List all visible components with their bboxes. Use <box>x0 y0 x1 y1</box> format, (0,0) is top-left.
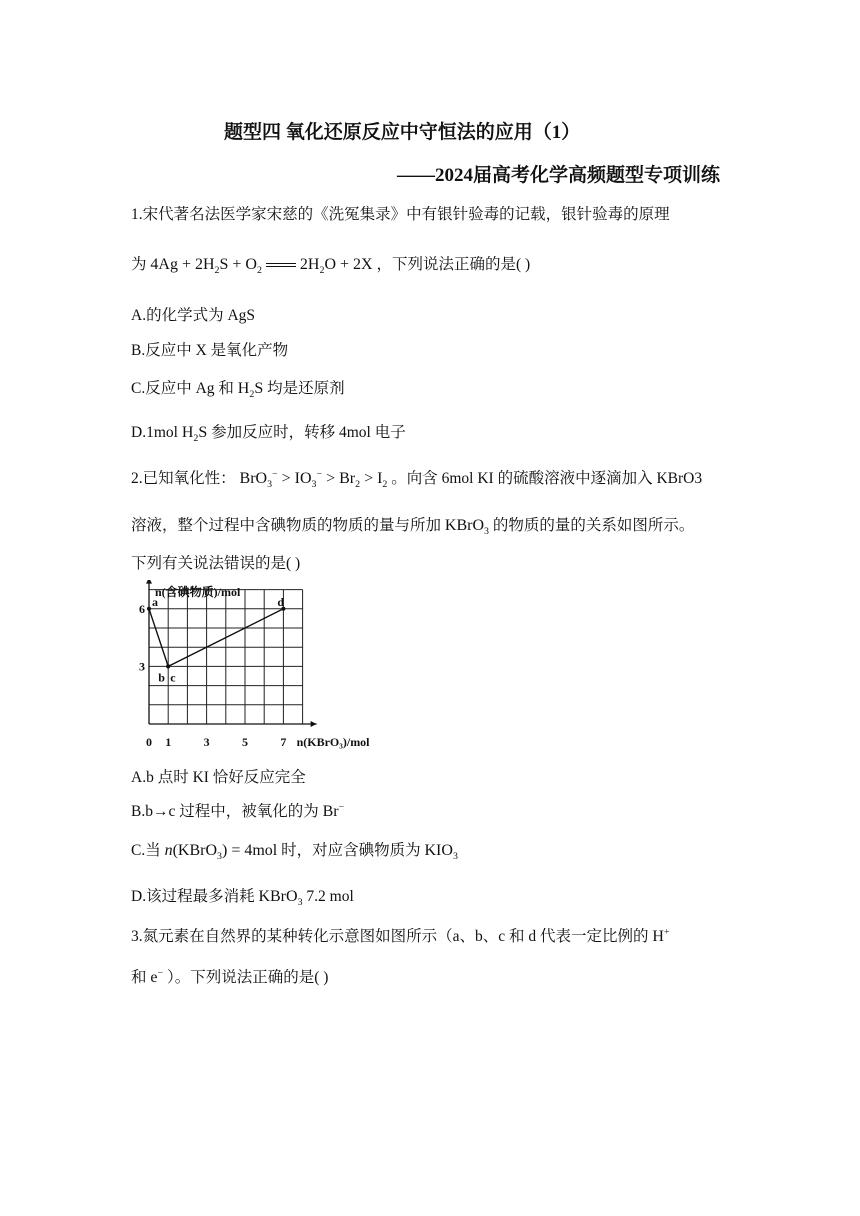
kbro3-amount: n(KBrO$_3$) = 4mol <box>164 842 278 863</box>
q2-line1 <box>131 466 702 490</box>
page-subtitle: ——2024届高考化学高频题型专项训练 <box>397 165 721 186</box>
q2-option-d-prefix: D.该过程最多消耗 <box>131 888 255 905</box>
point-label-b: b <box>158 670 165 685</box>
y-axis-arrow <box>146 580 152 584</box>
formula-kbro3: KBrO$_3$ <box>258 888 303 909</box>
formula-h-plus: H+ <box>652 926 670 945</box>
q2-line1-suffix: 。向含 6mol KI 的硫酸溶液中逐滴加入 KBrO3 <box>391 470 703 487</box>
q1-line1: 1.宋代著名法医学家宋慈的《洗冤集录》中有银针验毒的记载，银针验毒的原理 <box>131 206 670 223</box>
q1-option-c <box>131 376 345 400</box>
q1-option-d-prefix: D.1mol <box>131 424 178 441</box>
q3-line1 <box>131 924 670 946</box>
q2-line2 <box>131 513 694 537</box>
q2-option-d-suffix: 7.2 mol <box>306 888 354 905</box>
q1-line2 <box>131 252 530 276</box>
q1-line2-prefix: 为 <box>131 256 147 273</box>
q1-option-d-suffix: 参加反应时，转移 4mol 电子 <box>211 424 406 441</box>
q1-line2-suffix: ，下列说法正确的是( ) <box>376 256 531 273</box>
q2-line2-suffix: 的物质的量的关系如图所示。 <box>492 517 695 534</box>
q2-option-c-mid: 时，对应含碘物质为 <box>281 842 421 859</box>
q3-line2-prefix: 和 <box>131 969 147 986</box>
q1-option-c-suffix: 均是还原剂 <box>267 380 345 397</box>
graph-grid <box>149 590 303 724</box>
y-axis-label: n(含碘物质)/mol <box>155 585 241 599</box>
q1-option-b: B.反应中 X 是氧化产物 <box>131 342 289 359</box>
q2-option-d <box>131 884 354 908</box>
q1-option-a: A.的化学式为 AgS <box>131 307 256 324</box>
formula-h2s: $H_2S$ <box>237 380 264 401</box>
x-axis-label: n(KBrO₃)/mol <box>296 735 370 749</box>
x-tick-label: 1 <box>165 735 172 749</box>
q1-option-d <box>131 420 406 444</box>
formula-electron: e− <box>150 967 164 986</box>
x-tick-label: 7 <box>280 735 287 749</box>
iodine-graph <box>138 580 378 752</box>
q2-option-c <box>131 838 458 862</box>
point-a <box>147 607 151 611</box>
x-tick-label: 5 <box>242 735 248 749</box>
q2-option-b <box>131 799 344 821</box>
formula-kbro3: KBrO$_3$ <box>444 517 489 538</box>
y-tick-label: 6 <box>139 601 145 616</box>
q2-line3: 下列有关说法错误的是( ) <box>131 555 301 572</box>
y-tick-label: 3 <box>139 659 145 674</box>
oxidizing-order: $BrO_3^- > IO_3^- > Br_2 > I_2$ <box>239 468 388 491</box>
point-label-d: d <box>277 594 285 609</box>
formula-kio3: $KIO_3$ <box>424 842 458 863</box>
q1-option-c-prefix: C.反应中 Ag 和 <box>131 380 234 397</box>
point-label-c: c <box>170 670 176 685</box>
point-c <box>166 664 170 668</box>
q2-option-a: A.b 点时 KI 恰好反应完全 <box>131 769 306 786</box>
q3-line2 <box>131 965 328 987</box>
q3-line2-suffix: ）。下列说法正确的是( ) <box>166 969 329 986</box>
series-line <box>149 609 283 667</box>
x-tick-label: 0 <box>146 735 152 749</box>
q2-option-b-prefix: B.b→c 过程中，被氧化的为 <box>131 803 319 820</box>
x-axis-arrow <box>311 721 317 727</box>
q2-option-c-prefix: C.当 <box>131 842 161 859</box>
formula-h2s: $H_2S$ <box>181 424 208 445</box>
q3-line1-prefix: 3.氮元素在自然界的某种转化示意图如图所示（a、b、c 和 d 代表一定比例的 <box>131 928 649 945</box>
q1-equation: $4Ag + 2H_2S + O_2$ $2H_2O + 2X$ <box>150 256 373 277</box>
page-title: 题型四 氧化还原反应中守恒法的应用（1） <box>224 122 581 143</box>
q2-line1-prefix: 2.已知氧化性： <box>131 470 236 487</box>
formula-br-minus: Br− <box>322 801 345 820</box>
q2-line2-prefix: 溶液，整个过程中含碘物质的物质的量与所加 <box>131 517 442 534</box>
point-label-a: a <box>152 594 158 609</box>
x-tick-label: 3 <box>203 735 210 749</box>
